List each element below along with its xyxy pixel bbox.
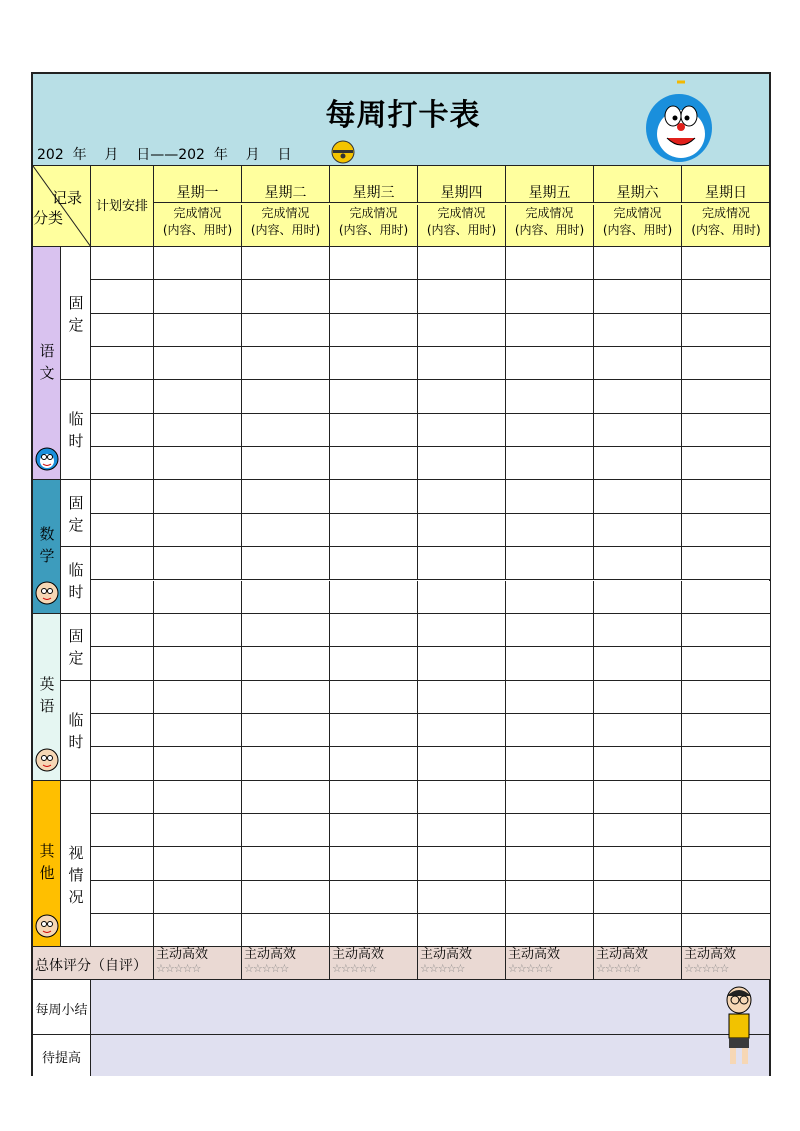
status-line2: (内容、用时) — [514, 223, 585, 237]
status-cell[interactable] — [242, 747, 330, 780]
status-cell[interactable] — [594, 814, 682, 847]
plan-cell[interactable] — [91, 447, 154, 480]
status-cell[interactable] — [242, 847, 330, 880]
subcategory-label: 临时 — [68, 710, 84, 751]
score-item: 主动高效 — [596, 947, 649, 963]
status-line1: 完成情况 — [613, 206, 662, 220]
score-item: 主动高效 — [332, 947, 385, 963]
status-cell[interactable] — [242, 447, 330, 480]
status-cell[interactable] — [682, 314, 771, 347]
status-line1: 完成情况 — [701, 206, 750, 220]
status-line2: (内容、用时) — [250, 223, 321, 237]
status-cell[interactable] — [418, 547, 506, 580]
status-cell[interactable] — [594, 280, 682, 313]
status-cell[interactable] — [682, 547, 771, 580]
status-cell[interactable] — [154, 614, 242, 647]
subcategory-label: 临时 — [68, 560, 84, 601]
status-line2: (内容、用时) — [691, 223, 761, 237]
plan-cell[interactable] — [91, 280, 154, 313]
status-cell[interactable] — [330, 447, 418, 480]
status-cell[interactable] — [418, 781, 506, 814]
plan-cell[interactable] — [91, 747, 154, 780]
status-cell[interactable] — [594, 347, 682, 380]
status-cell[interactable] — [506, 447, 594, 480]
status-cell[interactable] — [506, 614, 594, 647]
status-label — [154, 205, 242, 247]
status-cell[interactable] — [418, 714, 506, 747]
status-cell[interactable] — [154, 914, 242, 947]
summary-label: 每周小结 — [33, 980, 91, 1035]
plan-cell[interactable] — [91, 480, 154, 513]
subject-label: 其他 — [39, 841, 55, 882]
score-cell[interactable] — [418, 947, 506, 980]
day-header: 星期日 — [682, 166, 771, 203]
status-cell[interactable] — [594, 447, 682, 480]
status-cell[interactable] — [506, 814, 594, 847]
status-cell[interactable] — [242, 314, 330, 347]
status-cell[interactable] — [330, 314, 418, 347]
status-cell[interactable] — [506, 414, 594, 447]
status-cell[interactable] — [506, 914, 594, 947]
score-cell[interactable] — [594, 947, 682, 980]
subcategory-label: 固定 — [68, 293, 84, 334]
status-cell[interactable] — [418, 447, 506, 480]
day-header: 星期六 — [594, 166, 682, 203]
status-cell[interactable] — [418, 747, 506, 780]
status-cell[interactable] — [594, 314, 682, 347]
status-cell[interactable] — [242, 681, 330, 714]
status-cell[interactable] — [506, 280, 594, 313]
status-cell[interactable] — [330, 514, 418, 547]
status-cell[interactable] — [242, 247, 330, 280]
plan-cell[interactable] — [91, 514, 154, 547]
status-cell[interactable] — [506, 347, 594, 380]
status-cell[interactable] — [242, 514, 330, 547]
status-cell[interactable] — [154, 514, 242, 547]
status-cell[interactable] — [242, 614, 330, 647]
plan-cell[interactable] — [91, 380, 154, 413]
status-cell[interactable] — [330, 914, 418, 947]
status-cell[interactable] — [506, 747, 594, 780]
status-cell[interactable] — [154, 314, 242, 347]
status-cell[interactable] — [242, 914, 330, 947]
status-label — [594, 205, 682, 247]
status-cell[interactable] — [154, 747, 242, 780]
status-cell[interactable] — [594, 514, 682, 547]
status-cell[interactable] — [506, 380, 594, 413]
status-cell[interactable] — [594, 647, 682, 680]
status-cell[interactable] — [242, 881, 330, 914]
status-cell[interactable] — [594, 847, 682, 880]
day-header: 星期四 — [418, 166, 506, 203]
status-line2: (内容、用时) — [602, 223, 673, 237]
status-cell[interactable] — [330, 714, 418, 747]
status-cell[interactable] — [506, 681, 594, 714]
status-cell[interactable] — [682, 847, 771, 880]
summary-input[interactable] — [91, 1035, 769, 1076]
score-label: 总体评分（自评） — [33, 947, 154, 980]
status-cell[interactable] — [418, 581, 506, 614]
status-cell[interactable] — [594, 414, 682, 447]
score-item: 主动高效 — [420, 947, 473, 963]
status-cell[interactable] — [154, 547, 242, 580]
plan-cell[interactable] — [91, 614, 154, 647]
rating-stars[interactable]: ☆☆☆☆☆ — [332, 962, 377, 976]
status-cell[interactable] — [418, 414, 506, 447]
status-cell[interactable] — [242, 781, 330, 814]
status-cell[interactable] — [330, 681, 418, 714]
corner-bottom-label: 分类 — [33, 209, 64, 227]
score-cell[interactable] — [154, 947, 242, 980]
status-cell[interactable] — [506, 647, 594, 680]
plan-cell[interactable] — [91, 814, 154, 847]
status-cell[interactable] — [594, 380, 682, 413]
day-header: 星期三 — [330, 166, 418, 203]
status-cell[interactable] — [594, 247, 682, 280]
status-cell[interactable] — [242, 380, 330, 413]
plan-cell[interactable] — [91, 914, 154, 947]
status-line2: (内容、用时) — [426, 223, 497, 237]
status-cell[interactable] — [330, 347, 418, 380]
day-header: 星期一 — [154, 166, 242, 203]
score-item: 主动高效 — [684, 947, 737, 963]
status-label — [242, 205, 330, 247]
summary-label: 待提高 — [33, 1035, 91, 1076]
status-cell[interactable] — [682, 347, 771, 380]
status-cell[interactable] — [154, 247, 242, 280]
nobita-face-icon — [34, 913, 60, 939]
plan-cell[interactable] — [91, 347, 154, 380]
status-cell[interactable] — [330, 280, 418, 313]
status-cell[interactable] — [154, 681, 242, 714]
plan-cell[interactable] — [91, 581, 154, 614]
plan-cell[interactable] — [91, 714, 154, 747]
status-cell[interactable] — [682, 280, 771, 313]
page-title: 每周打卡表 — [325, 98, 481, 133]
status-cell[interactable] — [242, 414, 330, 447]
status-cell[interactable] — [594, 547, 682, 580]
status-cell[interactable] — [506, 314, 594, 347]
nobita-figure-icon — [716, 984, 762, 1070]
status-cell[interactable] — [330, 480, 418, 513]
status-cell[interactable] — [242, 647, 330, 680]
subject-label: 语文 — [39, 341, 55, 382]
status-cell[interactable] — [418, 247, 506, 280]
status-cell[interactable] — [682, 714, 771, 747]
day-header: 星期二 — [242, 166, 330, 203]
status-cell[interactable] — [418, 814, 506, 847]
status-cell[interactable] — [506, 480, 594, 513]
status-cell[interactable] — [682, 681, 771, 714]
status-cell[interactable] — [682, 914, 771, 947]
status-cell[interactable] — [506, 781, 594, 814]
status-cell[interactable] — [506, 547, 594, 580]
status-cell[interactable] — [154, 380, 242, 413]
status-line1: 完成情况 — [173, 206, 222, 220]
plan-cell[interactable] — [91, 314, 154, 347]
status-cell[interactable] — [418, 847, 506, 880]
status-cell[interactable] — [418, 881, 506, 914]
status-cell[interactable] — [418, 314, 506, 347]
status-cell[interactable] — [330, 881, 418, 914]
status-cell[interactable] — [154, 414, 242, 447]
status-cell[interactable] — [154, 480, 242, 513]
status-cell[interactable] — [154, 347, 242, 380]
status-cell[interactable] — [418, 647, 506, 680]
status-cell[interactable] — [418, 614, 506, 647]
status-cell[interactable] — [330, 614, 418, 647]
score-item: 主动高效 — [508, 947, 561, 963]
status-cell[interactable] — [506, 514, 594, 547]
corner-top-label: 记录 — [52, 189, 83, 207]
status-line1: 完成情况 — [437, 206, 486, 220]
status-cell[interactable] — [594, 747, 682, 780]
status-cell[interactable] — [242, 347, 330, 380]
plan-cell[interactable] — [91, 647, 154, 680]
subcategory-label: 固定 — [68, 493, 84, 534]
status-cell[interactable] — [506, 847, 594, 880]
score-item: 主动高效 — [156, 947, 209, 963]
status-cell[interactable] — [418, 347, 506, 380]
status-cell[interactable] — [418, 380, 506, 413]
status-cell[interactable] — [682, 781, 771, 814]
subject-label: 数学 — [39, 525, 55, 566]
status-cell[interactable] — [594, 581, 682, 614]
status-cell[interactable] — [330, 747, 418, 780]
rating-stars[interactable]: ☆☆☆☆☆ — [596, 962, 641, 976]
plan-cell[interactable] — [91, 681, 154, 714]
status-cell[interactable] — [506, 581, 594, 614]
status-cell[interactable] — [154, 647, 242, 680]
rating-stars[interactable]: ☆☆☆☆☆ — [156, 962, 201, 976]
status-cell[interactable] — [682, 414, 771, 447]
status-label — [506, 205, 594, 247]
plan-cell[interactable] — [91, 881, 154, 914]
plan-cell[interactable] — [91, 847, 154, 880]
status-cell[interactable] — [242, 547, 330, 580]
status-cell[interactable] — [242, 280, 330, 313]
score-item: 主动高效 — [244, 947, 297, 963]
status-cell[interactable] — [418, 480, 506, 513]
plan-cell[interactable] — [91, 781, 154, 814]
status-cell[interactable] — [154, 447, 242, 480]
rating-stars[interactable]: ☆☆☆☆☆ — [420, 962, 465, 976]
status-cell[interactable] — [242, 581, 330, 614]
status-cell[interactable] — [594, 480, 682, 513]
status-cell[interactable] — [418, 280, 506, 313]
plan-cell[interactable] — [91, 414, 154, 447]
status-line1: 完成情况 — [349, 206, 398, 220]
status-cell[interactable] — [154, 847, 242, 880]
status-line2: (内容、用时) — [162, 223, 233, 237]
status-cell[interactable] — [330, 847, 418, 880]
subcategory-label: 临时 — [68, 410, 84, 451]
status-line1: 完成情况 — [525, 206, 574, 220]
status-cell[interactable] — [242, 814, 330, 847]
status-cell[interactable] — [682, 747, 771, 780]
status-cell[interactable] — [594, 914, 682, 947]
status-cell[interactable] — [154, 280, 242, 313]
status-cell[interactable] — [330, 380, 418, 413]
status-cell[interactable] — [242, 714, 330, 747]
status-cell[interactable] — [682, 380, 771, 413]
status-cell[interactable] — [154, 814, 242, 847]
status-cell[interactable] — [330, 647, 418, 680]
subcategory-label: 固定 — [68, 627, 84, 668]
status-cell[interactable] — [682, 581, 771, 614]
status-cell[interactable] — [418, 514, 506, 547]
status-label — [682, 205, 771, 247]
doraemon-face-icon — [34, 446, 60, 472]
status-cell[interactable] — [594, 881, 682, 914]
score-cell[interactable] — [506, 947, 594, 980]
day-header: 星期五 — [506, 166, 594, 203]
shizuka-face-icon — [34, 747, 60, 773]
status-cell[interactable] — [154, 781, 242, 814]
status-cell[interactable] — [594, 681, 682, 714]
date-range-line: 202 年 月 日——202 年 月 日 — [37, 147, 292, 163]
status-cell[interactable] — [330, 814, 418, 847]
score-cell[interactable] — [330, 947, 418, 980]
status-cell[interactable] — [330, 414, 418, 447]
status-cell[interactable] — [418, 681, 506, 714]
nobita-face-icon — [34, 580, 60, 606]
plan-cell[interactable] — [91, 247, 154, 280]
status-cell[interactable] — [418, 914, 506, 947]
status-cell[interactable] — [682, 647, 771, 680]
status-cell[interactable] — [330, 547, 418, 580]
status-cell[interactable] — [506, 247, 594, 280]
status-cell[interactable] — [594, 614, 682, 647]
status-cell[interactable] — [594, 781, 682, 814]
status-cell[interactable] — [330, 247, 418, 280]
status-label — [330, 205, 418, 247]
rating-stars[interactable]: ☆☆☆☆☆ — [244, 962, 289, 976]
status-cell[interactable] — [682, 614, 771, 647]
status-cell[interactable] — [154, 881, 242, 914]
status-line2: (内容、用时) — [338, 223, 409, 237]
plan-cell[interactable] — [91, 547, 154, 580]
status-label — [418, 205, 506, 247]
status-cell[interactable] — [682, 447, 771, 480]
plan-header: 计划安排 — [91, 166, 154, 247]
rating-stars[interactable]: ☆☆☆☆☆ — [508, 962, 553, 976]
status-line1: 完成情况 — [261, 206, 310, 220]
status-cell[interactable] — [682, 247, 771, 280]
status-cell[interactable] — [506, 714, 594, 747]
status-cell[interactable] — [330, 781, 418, 814]
status-cell[interactable] — [682, 881, 771, 914]
status-cell[interactable] — [682, 480, 771, 513]
summary-input[interactable] — [91, 980, 769, 1035]
status-cell[interactable] — [682, 514, 771, 547]
status-cell[interactable] — [506, 881, 594, 914]
rating-stars[interactable]: ☆☆☆☆☆ — [684, 962, 729, 976]
status-cell[interactable] — [242, 480, 330, 513]
status-cell[interactable] — [682, 814, 771, 847]
subject-label: 英语 — [39, 675, 55, 716]
status-cell[interactable] — [154, 714, 242, 747]
status-cell[interactable] — [330, 581, 418, 614]
score-cell[interactable] — [682, 947, 771, 980]
status-cell[interactable] — [154, 581, 242, 614]
status-cell[interactable] — [594, 714, 682, 747]
score-cell[interactable] — [242, 947, 330, 980]
subcategory-label: 视情况 — [68, 843, 84, 906]
